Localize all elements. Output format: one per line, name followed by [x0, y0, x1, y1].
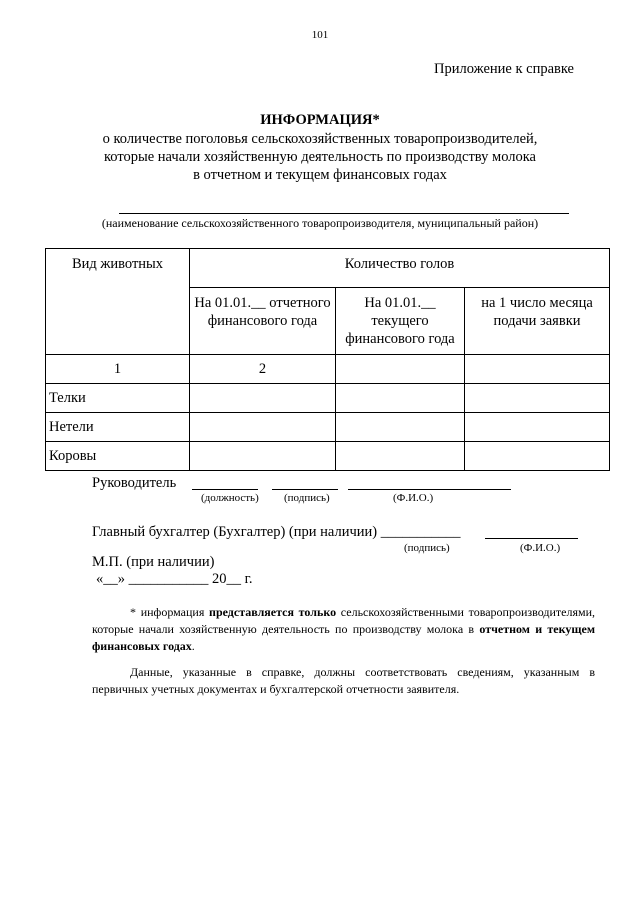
column-number: [465, 355, 610, 384]
table-cell[interactable]: [190, 384, 336, 413]
column-number: 2: [190, 355, 336, 384]
row-label-cows: Коровы: [46, 442, 190, 471]
table-cell[interactable]: [465, 384, 610, 413]
data-note: [92, 664, 595, 698]
subtitle-line-1: о количестве поголовья сельскохозяйственных товаропроизводителей,: [102, 131, 538, 147]
accountant-name-line: [485, 538, 578, 539]
footnote-text: .: [191, 639, 195, 653]
accountant-signature-caption: (подпись): [404, 542, 450, 554]
table-cell[interactable]: [336, 413, 465, 442]
table-row: [46, 413, 610, 442]
table-row: [46, 442, 610, 471]
footnote-text: * информация: [130, 605, 210, 619]
producer-name-hint: (наименование сельскохозяйственного товаропроизводителя, муниципальный район): [101, 216, 539, 230]
row-label-pregnant-heifers: Нетели: [46, 413, 190, 442]
header-animal-type: Вид животных: [46, 249, 190, 355]
header-application-month: на 1 число месяца подачи заявки: [465, 288, 610, 355]
page-number: 101: [311, 29, 329, 41]
subtitle-line-2: которые начали хозяйственную деятельность по производству молока: [103, 149, 536, 165]
header-head-count: Количество голов: [190, 249, 610, 288]
table-cell[interactable]: [190, 442, 336, 471]
header-reporting-year: На 01.01.__ отчетного финансового года: [190, 288, 336, 355]
livestock-table: [45, 248, 610, 471]
table-cell[interactable]: [465, 413, 610, 442]
table-cell[interactable]: [190, 413, 336, 442]
document-title: ИНФОРМАЦИЯ*: [260, 112, 380, 128]
head-position-caption: (должность): [201, 492, 259, 504]
table-cell[interactable]: [336, 442, 465, 471]
head-name-caption: (Ф.И.О.): [393, 492, 434, 504]
row-label-heifers: Телки: [46, 384, 190, 413]
table-cell[interactable]: [465, 442, 610, 471]
head-position-line: [192, 489, 258, 490]
footnote-emphasis: представляется только: [209, 605, 337, 619]
producer-name-line: [119, 213, 569, 214]
footnote-text: сельскохозяйственными товаропроизводителями, которые начали хозяйственную деятельность по производству молока в: [92, 605, 596, 636]
footnote: [92, 604, 595, 655]
data-note-text: Данные, указанные в справке, должны соответствовать сведениям, указанным в первичных учетных документах и бухгалтерской отчетности заявителя.: [92, 665, 595, 696]
head-signature-line: [272, 489, 338, 490]
date-line: «__» ___________ 20__ г.: [96, 571, 253, 587]
subtitle-line-3: в отчетном и текущем финансовых годах: [193, 167, 447, 183]
head-signature-caption: (подпись): [284, 492, 330, 504]
column-number: 1: [46, 355, 190, 384]
accountant-name-caption: (Ф.И.О.): [520, 542, 561, 554]
head-name-line: [348, 489, 511, 490]
header-current-year: На 01.01.__ текущего финансового года: [336, 288, 465, 355]
column-number: [336, 355, 465, 384]
head-label: Руководитель: [92, 475, 177, 491]
accountant-label: Главный бухгалтер (Бухгалтер) (при наличии) ___________: [92, 524, 461, 540]
table-cell[interactable]: [336, 384, 465, 413]
stamp-label: М.П. (при наличии): [92, 554, 215, 570]
appendix-label: Приложение к справке: [434, 61, 574, 77]
table-row: [46, 384, 610, 413]
footnote-emphasis: отчетном и текущем финансовых годах: [92, 622, 595, 653]
